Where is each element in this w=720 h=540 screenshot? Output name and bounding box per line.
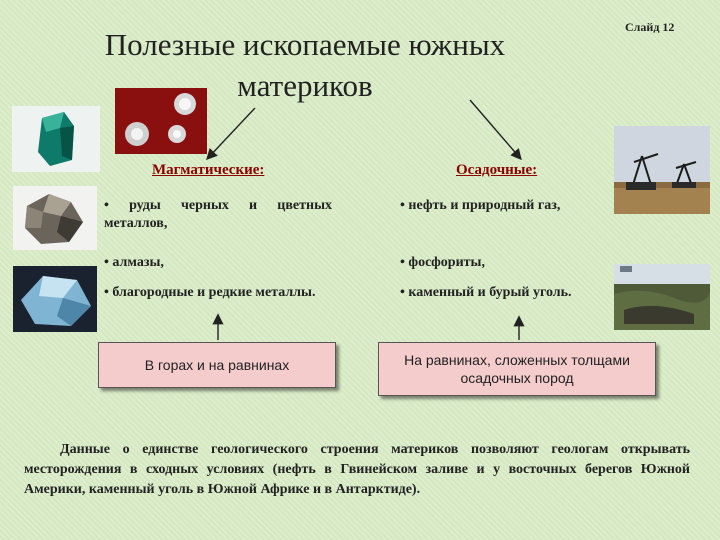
magmatic-item-diamonds: • алмазы,: [104, 255, 164, 270]
arrow-to-magmatic: [208, 108, 255, 158]
sedimentary-item-phosphorites: • фосфориты,: [400, 255, 485, 270]
magmatic-location-box: В горах и на равнинах: [98, 342, 336, 388]
sedimentary-location-box: На равнинах, сложенных толщами осадочных пород: [378, 342, 656, 396]
magmatic-item-ores: • руды черных и цветных металлов,: [104, 198, 332, 231]
diamonds-photo: [115, 88, 207, 154]
arrow-to-sedimentary: [470, 100, 520, 158]
oil-rigs-photo: [614, 126, 710, 214]
magmatic-item-metals: • благородные и редкие металлы.: [104, 285, 316, 300]
crystal-photo: [13, 266, 97, 332]
sedimentary-item-oil-gas: • нефть и природный газ,: [400, 198, 561, 213]
slide-title-line1: Полезные ископаемые южных: [104, 27, 506, 62]
sedimentary-heading: Осадочные:: [456, 162, 538, 178]
pyrite-photo: [13, 186, 97, 250]
coal-mine-photo: [614, 264, 710, 330]
magmatic-heading: Магматические:: [152, 162, 265, 178]
slide-title-line2: материков: [237, 68, 373, 103]
conclusion-text: Данные о единстве геологического строения материков позволяют геологам открывать месторождения в сходных условиях (нефть в Гвинейском заливе и у восточных берегов Южной Америки, каменный уголь в Южной Африке и в Антарктиде).: [24, 442, 690, 497]
slide-number: Слайд 12: [625, 20, 675, 34]
sedimentary-item-coal: • каменный и бурый уголь.: [400, 285, 572, 300]
emerald-photo: [12, 106, 100, 172]
